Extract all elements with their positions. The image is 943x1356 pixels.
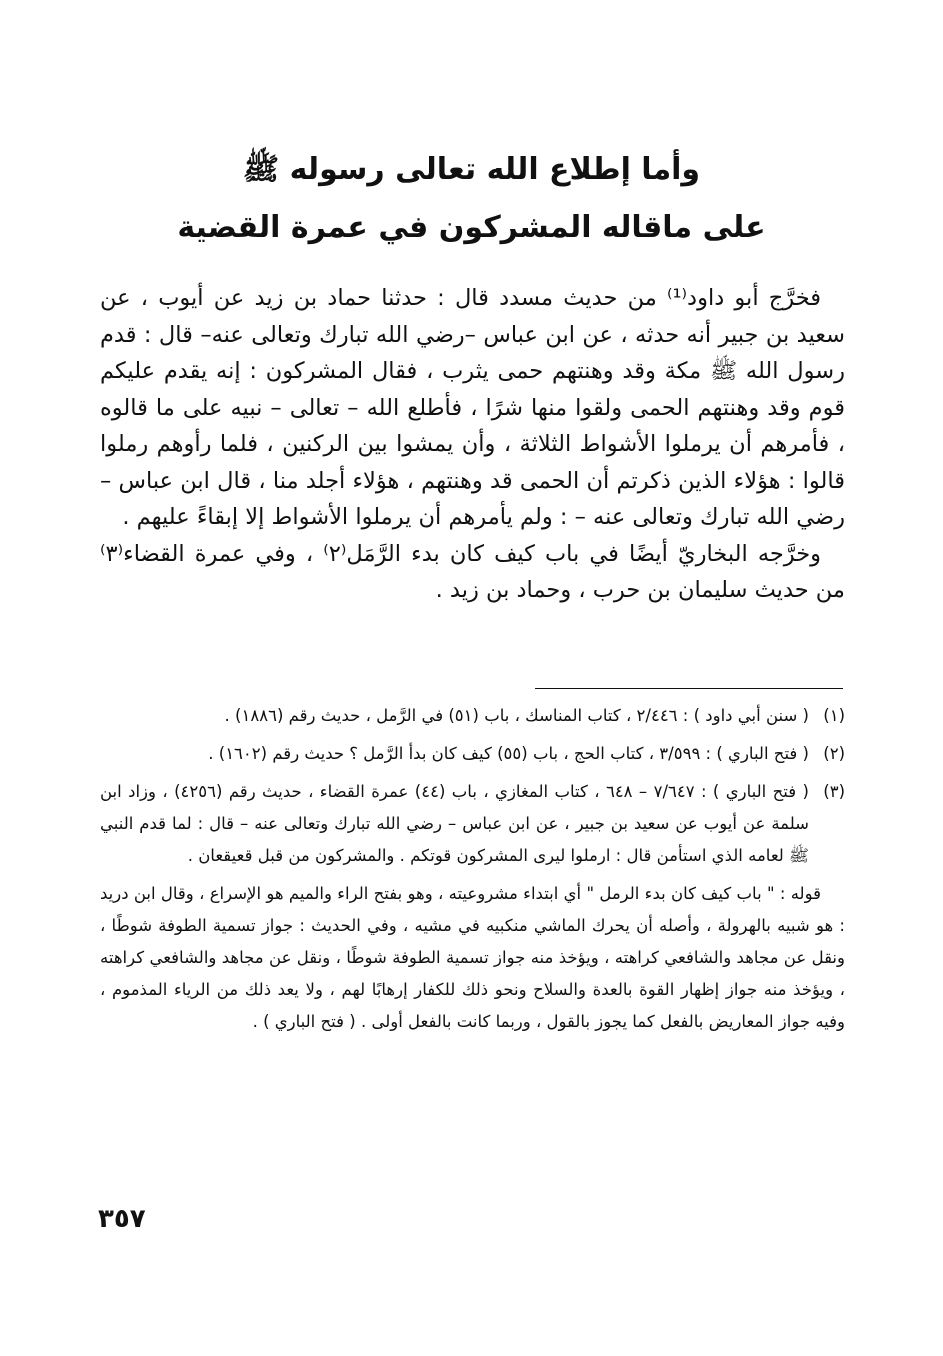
footnote-divider — [535, 688, 843, 689]
paragraph-1: فخرَّج أبو داود⁽¹⁾ من حديث مسدد قال : حدثنا حماد بن زيد عن أيوب ، عن سعيد بن جبير أنه حدثه ، عن ابن عباس –رضي الله تبارك وتعالى عنه– قال : قدم رسول الله ﷺ مكة وقد وهنتهم حمى يثرب ، فقال المشركون : إنه يقدم عليكم قوم وقد وهنتهم الحمى ولقوا منها شرًا ، فأطلع الله – تعالى – نبيه على ما قالوه ، فأمرهم أن يرملوا الأشواط الثلاثة ، وأن يمشوا بين الركنين ، فلما رأوهم رملوا قالوا : هؤلاء الذين ذكرتم أن الحمى قد وهنتهم ، هؤلاء أجلد منا ، قال ابن عباس – رضي الله تبارك وتعالى عنه – : ولم يأمرهم أن يرملوا الأشواط إلا إبقاءً عليهم . — [100, 285, 845, 530]
footnote-text: ( سنن أبي داود ) : ٢/٤٤٦ ، كتاب المناسك ، باب (٥١) في الرَّمل ، حديث رقم (١٨٨٦) . — [224, 706, 809, 725]
footnote-text: ( فتح الباري ) : ٧/٦٤٧ – ٦٤٨ ، كتاب المغازي ، باب (٤٤) عمرة القضاء ، حديث رقم (٤٢٥٦) ، وزاد ابن سلمة عن أيوب عن سعيد بن جبير ، عن ابن عباس – رضي الله تبارك وتعالى عنه – قال : لما قدم النبي ﷺ لعامه الذي استأمن قال : ارملوا ليرى المشركون قوتكم . والمشركون من قبل قعيقعان . — [100, 782, 809, 865]
footnote-3 — [100, 776, 845, 872]
main-text — [100, 280, 845, 609]
footnote-1 — [100, 700, 845, 732]
page-number: ٣٥٧ — [98, 1204, 146, 1234]
paragraph-2: وخرَّجه البخاريّ أيضًا في باب كيف كان بدء الرَّمَل⁽٢⁾ ، وفي عمرة القضاء⁽٣⁾ من حديث سليمان بن حرب ، وحماد بن زيد . — [100, 540, 845, 603]
footnote-number: (١) — [823, 706, 845, 725]
chapter-title-line-1: وأما إطلاع الله تعالى رسوله ﷺ — [242, 152, 701, 187]
footnote-text: ( فتح الباري ) : ٣/٥٩٩ ، كتاب الحج ، باب (٥٥) كيف كان بدأ الرَّمل ؟ حديث رقم (١٦٠٢) . — [208, 744, 809, 763]
footnote-number: (٣) — [823, 782, 845, 801]
footnotes-section — [100, 700, 845, 1038]
footnote-2 — [100, 738, 845, 770]
footnote-commentary: قوله : " باب كيف كان بدء الرمل " أي ابتداء مشروعيته ، وهو بفتح الراء والميم هو الإسراع ، وقال ابن دريد : هو شبيه بالهرولة ، وأصله أن يحرك الماشي منكبيه في مشيه ، وفي الحديث : جواز تسمية الطوفة شوطًا ، ونقل عن مجاهد والشافعي كراهته ، ويؤخذ منه جواز تسمية الطوفة شوطًا ، ونقل عن مجاهد والشافعي كراهته ، ويؤخذ منه جواز إظهار القوة بالعدة والسلاح ونحو ذلك للكفار إرهابًا لهم ، ولا يعد ذلك من الرياء المذموم ، وفيه جواز المعاريض بالفعل كما يجوز بالقول ، وربما كانت بالفعل أولى . ( فتح الباري ) . — [100, 884, 845, 1031]
chapter-title-line-2: على ماقاله المشركون في عمرة القضية — [177, 210, 766, 245]
footnote-number: (٢) — [823, 744, 845, 763]
